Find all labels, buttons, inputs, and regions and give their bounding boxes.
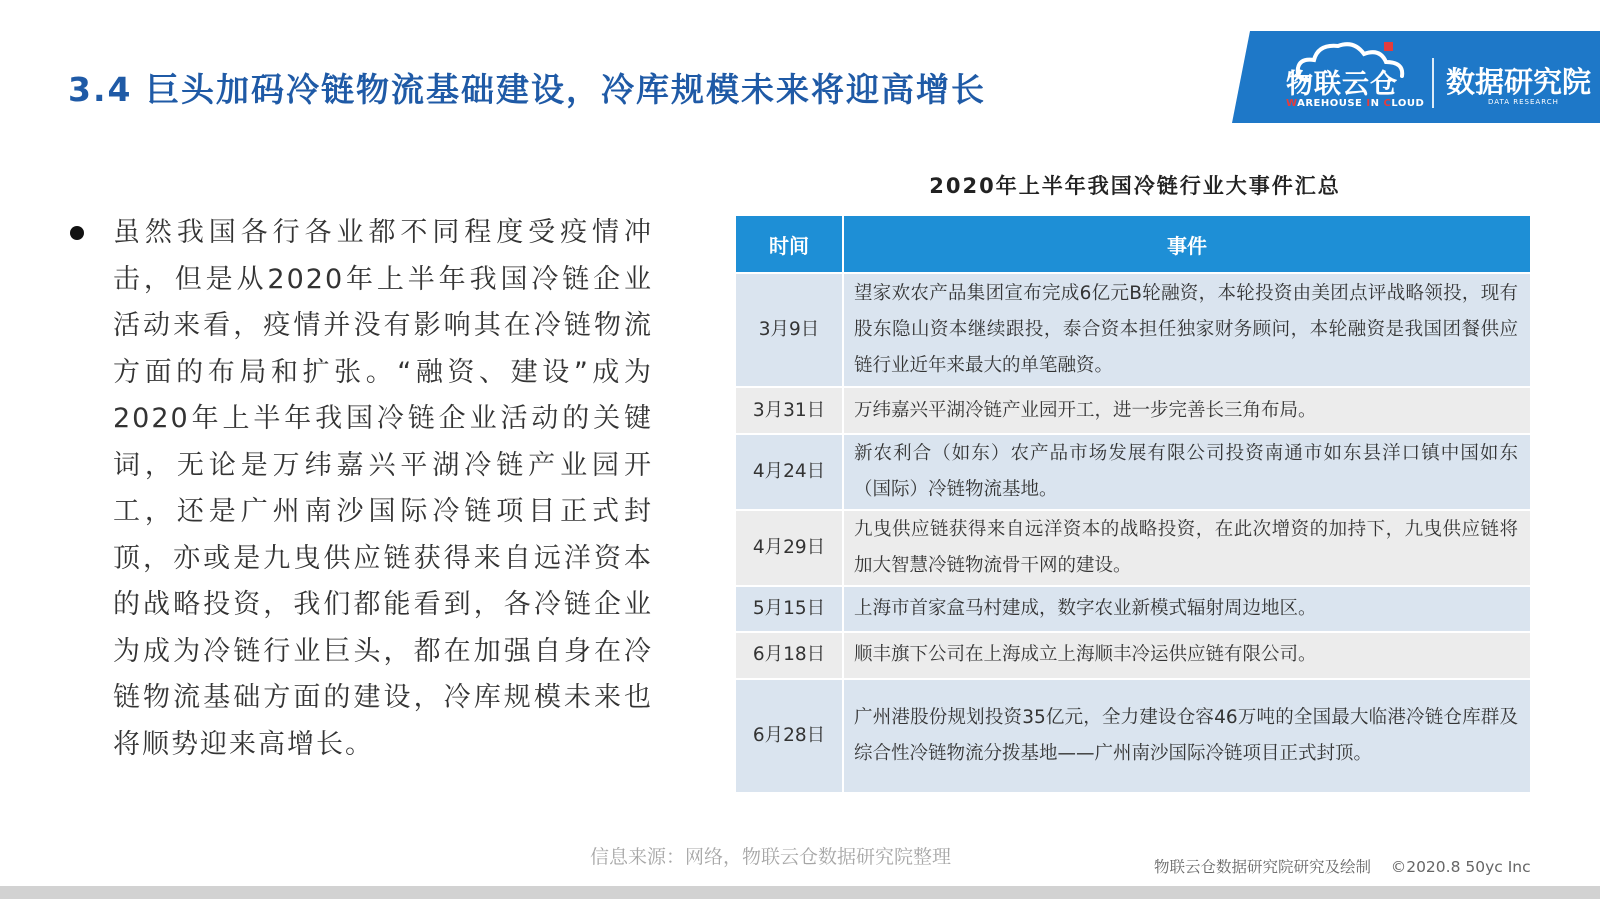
logo-secondary-text: WAREHOUSE IN CLOUD xyxy=(1286,98,1425,109)
logo-research-text: 数据研究院 xyxy=(1446,65,1592,99)
row-event: 顺丰旗下公司在上海成立上海顺丰冷运供应链有限公司。 xyxy=(843,632,1531,678)
page-title: 3.4 巨头加码冷链物流基础建设，冷库规模未来将迎高增长 xyxy=(68,70,986,109)
row-event: 新农利合（如东）农产品市场发展有限公司投资南通市如东县洋口镇中国如东（国际）冷链物流基地。 xyxy=(843,434,1531,510)
body-paragraph: 虽然我国各行各业都不同程度受疫情冲击，但是从2020年上半年我国冷链企业活动来看，疫情并没有影响其在冷链物流方面的布局和扩张。“融资、建设”成为2020年上半年我国冷链企业活动的关键词，无论是万纬嘉兴平湖冷链产业园开工，还是广州南沙国际冷链项目正式封顶，亦或是九曳供应链获得来自远洋资本的战略投资，我们都能看到，各冷链企业为成为冷链行业巨头，都在加强自身在冷链物流基础方面的建设，冷库规模未来也将顺势迎来高增长。 xyxy=(113,217,653,760)
footer-credit: 物联云仓数据研究院研究及绘制 ©2020.8 50yc Inc xyxy=(1154,858,1531,876)
table-header-row xyxy=(735,215,1531,273)
row-date: 6月18日 xyxy=(735,632,843,678)
bullet-icon xyxy=(70,226,84,240)
table-row xyxy=(735,273,1531,387)
row-event: 广州港股份规划投资35亿元，全力建设仓容46万吨的全国最大临港冷链仓库群及综合性冷链物流分拨基地——广州南沙国际冷链项目正式封顶。 xyxy=(843,679,1531,793)
row-date: 4月29日 xyxy=(735,510,843,586)
source-note: 信息来源：网络，物联云仓数据研究院整理 xyxy=(590,846,952,868)
logo-primary-text: 物联云仓 xyxy=(1286,69,1398,100)
table-row xyxy=(735,632,1531,678)
row-event: 万纬嘉兴平湖冷链产业园开工，进一步完善长三角布局。 xyxy=(843,387,1531,433)
logo-research-en-text: DATA RESEARCH xyxy=(1488,98,1559,106)
row-date: 6月28日 xyxy=(735,679,843,793)
table-row xyxy=(735,586,1531,632)
row-event: 上海市首家盒马村建成，数字农业新模式辐射周边地区。 xyxy=(843,586,1531,632)
logo-divider xyxy=(1432,58,1434,108)
row-event: 望家欢农产品集团宣布完成6亿元B轮融资，本轮投资由美团点评战略领投，现有股东隐山资本继续跟投，泰合资本担任独家财务顾问，本轮融资是我国团餐供应链行业近年来最大的单笔融资。 xyxy=(843,273,1531,387)
footer-bar xyxy=(0,886,1600,899)
header-event: 事件 xyxy=(843,215,1531,273)
table-row xyxy=(735,510,1531,586)
events-table xyxy=(734,214,1532,794)
row-date: 3月31日 xyxy=(735,387,843,433)
header-date: 时间 xyxy=(735,215,843,273)
table-title: 2020年上半年我国冷链行业大事件汇总 xyxy=(929,174,1341,198)
table-row xyxy=(735,679,1531,793)
row-date: 3月9日 xyxy=(735,273,843,387)
row-date: 5月15日 xyxy=(735,586,843,632)
table-row xyxy=(735,434,1531,510)
row-event: 九曳供应链获得来自远洋资本的战略投资，在此次增资的加持下，九曳供应链将加大智慧冷链物流骨干网的建设。 xyxy=(843,510,1531,586)
table-row xyxy=(735,387,1531,433)
row-date: 4月24日 xyxy=(735,434,843,510)
